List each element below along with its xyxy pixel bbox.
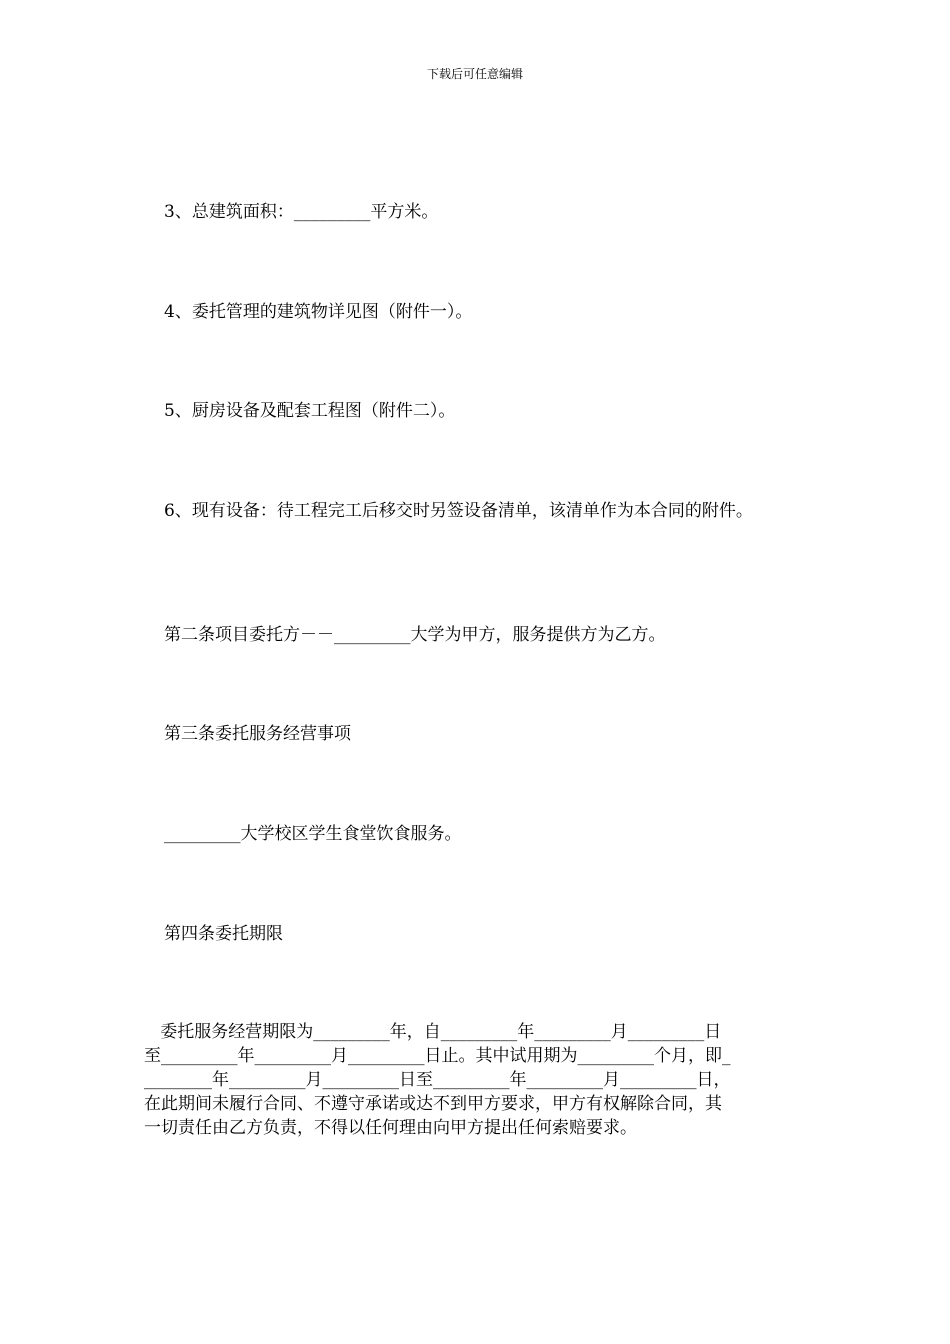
item-total-area: 3、总建筑面积：_________平方米。 bbox=[164, 202, 439, 222]
article-4-title: 第四条委托期限 bbox=[164, 924, 283, 944]
article-4-line: 在此期间未履行合同、不遵守承诺或达不到甲方要求，甲方有权解除合同，其 bbox=[144, 1094, 722, 1114]
page-header: 下载后可任意编辑 bbox=[426, 67, 523, 81]
item-building-drawing: 4、委托管理的建筑物详见图（附件一）。 bbox=[164, 302, 473, 322]
article-4-line: 委托服务经营期限为_________年，自_________年_________月_________日 bbox=[144, 1022, 722, 1042]
item-kitchen-equipment: 5、厨房设备及配套工程图（附件二）。 bbox=[164, 401, 456, 421]
article-4-line: 一切责任由乙方负责，不得以任何理由向甲方提出任何索赔要求。 bbox=[144, 1118, 637, 1138]
article-2-text: 第二条项目委托方－－_________大学为甲方，服务提供方为乙方。 bbox=[164, 625, 666, 645]
item-existing-equipment: 6、现有设备：待工程完工后移交时另签设备清单，该清单作为本合同的附件。 bbox=[164, 501, 753, 521]
article-4-line: ________年_________月_________日至_________年_________月_________日， bbox=[144, 1070, 731, 1090]
article-4-paragraph bbox=[144, 1020, 814, 1140]
article-3-title: 第三条委托服务经营事项 bbox=[164, 724, 351, 744]
article-4-line: 至_________年_________月_________日止。其中试用期为_________个月，即_ bbox=[144, 1046, 731, 1066]
article-3-content: _________大学校区学生食堂饮食服务。 bbox=[164, 824, 462, 844]
